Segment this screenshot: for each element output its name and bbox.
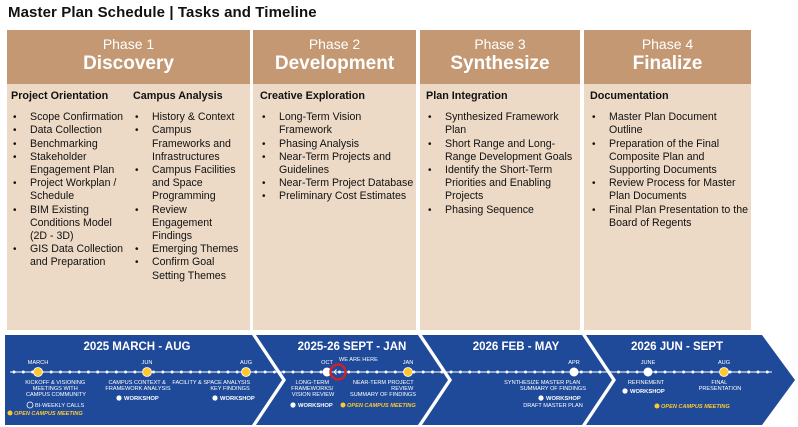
timeline-dot xyxy=(217,371,220,374)
segment-title: 2025 MARCH - AUG xyxy=(83,341,191,353)
event-line: FRAMEWORK ANALYSIS xyxy=(105,386,171,392)
event-line: FACILITY & SPACE ANALYSIS xyxy=(172,380,251,386)
task-item: • Review Process for Master Plan Documents xyxy=(590,177,748,203)
timeline-dot xyxy=(310,371,313,374)
timeline-dot xyxy=(673,371,676,374)
column-heading: Campus Analysis xyxy=(133,90,223,102)
open-meeting-label: OPEN CAMPUS MEETING xyxy=(347,403,416,409)
task-item: • Emerging Themes xyxy=(133,243,247,256)
event-label xyxy=(25,380,87,398)
timeline-dot xyxy=(208,371,211,374)
task-item: • Benchmarking xyxy=(11,138,131,151)
we-are-here-label: WE ARE HERE xyxy=(339,357,378,363)
task-item: • Near-Term Projects and Guidelines xyxy=(260,151,414,177)
timeline-dot xyxy=(282,371,285,374)
task-item: • Confirm Goal Setting Themes xyxy=(133,256,247,282)
phase-name: Development xyxy=(274,53,395,74)
phase-number: Phase 3 xyxy=(474,36,526,52)
month-label: OCT xyxy=(321,360,333,366)
timeline-dot xyxy=(598,371,601,374)
timeline-dot xyxy=(710,371,713,374)
month-label: JUN xyxy=(141,360,153,366)
timeline-dot xyxy=(766,371,769,374)
meeting-icon xyxy=(655,404,660,409)
segment-title: 2025-26 SEPT - JAN xyxy=(297,341,407,353)
event-line: NEAR-TERM PROJECT xyxy=(352,380,414,386)
month-label: MARCH xyxy=(27,360,49,366)
timeline-dot xyxy=(292,371,295,374)
event-label xyxy=(105,380,170,392)
timeline-dot xyxy=(729,371,732,374)
timeline-dot xyxy=(552,371,555,374)
timeline-dot xyxy=(580,371,583,374)
event-line: PRESENTATION xyxy=(698,386,742,392)
workshop-icon xyxy=(212,395,217,400)
milestone-marker xyxy=(404,368,413,377)
month-label: APR xyxy=(568,360,580,366)
timeline-dot xyxy=(747,371,750,374)
task-item: • Project Workplan / Schedule xyxy=(11,177,131,203)
timeline-dot xyxy=(496,371,499,374)
workshop-label: WORKSHOP xyxy=(124,396,159,402)
timeline-dot xyxy=(254,371,257,374)
phase-name: Finalize xyxy=(632,53,703,74)
timeline-dot xyxy=(357,371,360,374)
timeline-dot xyxy=(180,371,183,374)
task-item: • Phasing Sequence xyxy=(426,204,576,217)
timeline-dot xyxy=(199,371,202,374)
task-item: • Short Range and Long-Range Development Goals xyxy=(426,138,576,164)
workshop-label: WORKSHOP xyxy=(546,396,581,402)
timeline-dot xyxy=(161,371,164,374)
task-item: • Synthesized Framework Plan xyxy=(426,111,576,137)
task-item: • Long-Term Vision Framework xyxy=(260,111,414,137)
timeline-dot xyxy=(319,371,322,374)
timeline-dot xyxy=(87,371,90,374)
timeline-dot xyxy=(394,371,397,374)
timeline-dot xyxy=(152,371,155,374)
milestone-marker xyxy=(143,368,152,377)
phase-name: Synthesize xyxy=(450,53,550,74)
workshop-label: WORKSHOP xyxy=(220,396,255,402)
phase-number: Phase 4 xyxy=(641,36,694,52)
event-label: REFINEMENT xyxy=(627,380,665,386)
timeline-dot xyxy=(133,371,136,374)
task-item: • Preparation of the Final Composite Plan and Supporting Documents xyxy=(590,138,748,178)
workshop-label: WORKSHOP xyxy=(298,403,333,409)
event-line: CAMPUS COMMUNITY xyxy=(26,392,86,398)
timeline-dot xyxy=(487,371,490,374)
event-line: VISION REVIEW xyxy=(291,392,335,398)
open-meeting-label: OPEN CAMPUS MEETING xyxy=(661,404,730,410)
timeline-dot xyxy=(691,371,694,374)
timeline-dot xyxy=(626,371,629,374)
task-item: • Phasing Analysis xyxy=(260,138,414,151)
timeline-dot xyxy=(440,371,443,374)
timeline-dot xyxy=(701,371,704,374)
timeline-dot xyxy=(385,371,388,374)
task-item: • Master Plan Document Outline xyxy=(590,111,748,137)
event-label xyxy=(291,380,335,398)
task-item: • Campus Facilities and Space Programming xyxy=(133,164,247,204)
phase-name: Discovery xyxy=(83,53,174,74)
event-line: MEETINGS WITH xyxy=(32,386,78,392)
task-item: • BIM Existing Conditions Model (2D - 3D) xyxy=(11,204,131,244)
task-item: • Campus Frameworks and Infrastructures xyxy=(133,124,247,164)
event-line: LONG-TERM xyxy=(295,380,329,386)
meeting-icon xyxy=(341,403,346,408)
timeline-dot xyxy=(543,371,546,374)
event-line: KEY FINDINGS xyxy=(210,386,250,392)
timeline-dot xyxy=(59,371,62,374)
segment-title: 2026 FEB - MAY xyxy=(472,341,560,353)
timeline-dot xyxy=(505,371,508,374)
timeline-dot xyxy=(757,371,760,374)
draft-plan-label: DRAFT MASTER PLAN xyxy=(523,403,583,409)
month-label: JUNE xyxy=(640,360,656,366)
timeline-dot xyxy=(450,371,453,374)
timeline-dot xyxy=(226,371,229,374)
timeline-dot xyxy=(264,371,267,374)
timeline-dot xyxy=(115,371,118,374)
event-line: REVIEW xyxy=(391,386,414,392)
event-line: FINAL xyxy=(711,380,728,386)
task-item: • Preliminary Cost Estimates xyxy=(260,190,414,203)
task-item: • Data Collection xyxy=(11,124,131,137)
timeline-dot xyxy=(189,371,192,374)
timeline-dot xyxy=(78,371,81,374)
workshop-icon xyxy=(622,388,627,393)
timeline-dot xyxy=(682,371,685,374)
event-line: SUMMARY OF FINDINGS xyxy=(350,392,416,398)
column-heading: Documentation xyxy=(590,90,669,102)
workshop-icon xyxy=(538,395,543,400)
open-meeting-label: OPEN CAMPUS MEETING xyxy=(14,411,83,417)
timeline-dot xyxy=(468,371,471,374)
column-heading: Plan Integration xyxy=(426,90,508,102)
timeline-dot xyxy=(273,371,276,374)
month-label: AUG xyxy=(717,360,731,366)
phase-number: Phase 1 xyxy=(102,36,155,52)
task-item: • Stakeholder Engagement Plan xyxy=(11,151,131,177)
timeline-dot xyxy=(515,371,518,374)
timeline-dot xyxy=(106,371,109,374)
phase-number: Phase 2 xyxy=(308,36,361,52)
biweekly-label: BI-WEEKLY CALLS xyxy=(35,403,85,409)
event-line: CAMPUS CONTEXT & xyxy=(108,380,166,386)
task-item: • Scope Confirmation xyxy=(11,111,131,124)
timeline-dot xyxy=(617,371,620,374)
timeline-dot xyxy=(375,371,378,374)
timeline-dot xyxy=(347,371,350,374)
timeline-dot xyxy=(171,371,174,374)
meeting-icon xyxy=(8,411,13,416)
milestone-marker xyxy=(34,368,43,377)
event-line: SYNTHESIZE MASTER PLAN xyxy=(504,380,581,386)
timeline-dot xyxy=(636,371,639,374)
timeline-dot xyxy=(524,371,527,374)
page-title: Master Plan Schedule | Tasks and Timeline xyxy=(8,4,317,21)
timeline-dot xyxy=(301,371,304,374)
timeline-dot xyxy=(561,371,564,374)
timeline-dot xyxy=(533,371,536,374)
workshop-label: WORKSHOP xyxy=(630,389,665,395)
column-heading: Project Orientation xyxy=(11,90,109,102)
event-line: SUMMARY OF FINDINGS xyxy=(520,386,586,392)
timeline-dot xyxy=(589,371,592,374)
task-item: • GIS Data Collection and Preparation xyxy=(11,243,131,269)
event-line: FRAMEWORKS/ xyxy=(291,386,334,392)
milestone-marker xyxy=(242,368,251,377)
timeline-dot xyxy=(608,371,611,374)
timeline-dot xyxy=(96,371,99,374)
timeline-dot xyxy=(459,371,462,374)
timeline-dot xyxy=(68,371,71,374)
timeline-dot xyxy=(654,371,657,374)
timeline-dot xyxy=(738,371,741,374)
timeline-dot xyxy=(664,371,667,374)
milestone-marker xyxy=(570,368,579,377)
segment-title: 2026 JUN - SEPT xyxy=(630,341,724,353)
timeline-dot xyxy=(22,371,25,374)
timeline-dot xyxy=(422,371,425,374)
month-label: JAN xyxy=(402,360,414,366)
month-label: AUG xyxy=(239,360,253,366)
event-line: KICKOFF & VISIONING xyxy=(25,380,86,386)
task-item: • Identify the Short-Term Priorities and Enabling Projects xyxy=(426,164,576,204)
task-item: • Review Engagement Findings xyxy=(133,204,247,244)
milestone-marker xyxy=(720,368,729,377)
timeline-dot xyxy=(366,371,369,374)
workshop-icon xyxy=(116,395,121,400)
column-heading: Creative Exploration xyxy=(260,90,366,102)
milestone-marker xyxy=(644,368,653,377)
task-item: • Near-Term Project Database xyxy=(260,177,414,190)
timeline-dot xyxy=(431,371,434,374)
timeline-dot xyxy=(13,371,16,374)
workshop-icon xyxy=(290,402,295,407)
task-item: • Final Plan Presentation to the Board of Regents xyxy=(590,204,748,230)
timeline-dot xyxy=(236,371,239,374)
timeline-dot xyxy=(50,371,53,374)
timeline-dot xyxy=(124,371,127,374)
timeline-dot xyxy=(478,371,481,374)
task-item: • History & Context xyxy=(133,111,247,124)
